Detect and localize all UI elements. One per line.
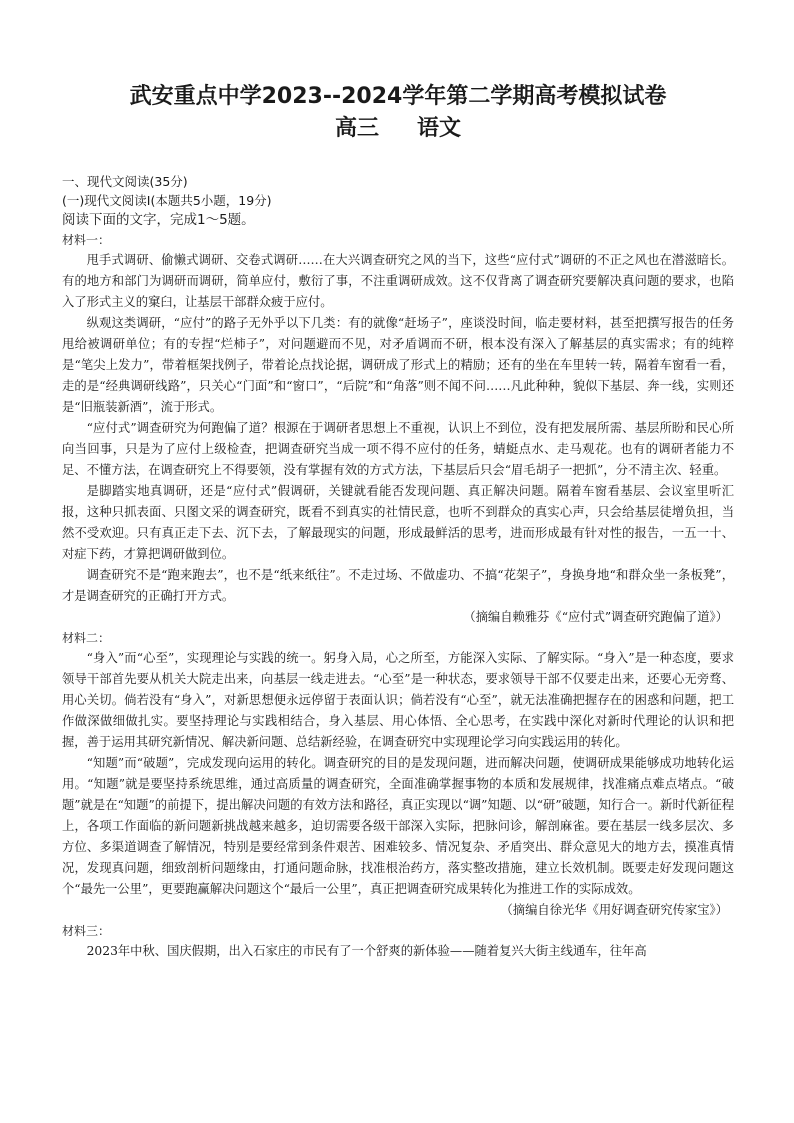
- material-2-source: （摘编自徐光华《用好调查研究传家宝》）: [500, 903, 728, 917]
- material-2-paragraph: “知题”而“破题”，完成发现向运用的转化。调查研究的目的是发现问题，进而解决问题，使调研成果能够成功地转化运用。“知题”就是要坚持系统思维，通过高质量的调查研究，全面准确掌握事物的本质和发展规律，找准痛点难点堵点。“破题”就是在“知题”的前提下，提出解决问题的有效方法和路径，真正实现以“调”知题、以“研”破题，知行合一。新时代新征程上，各项工作面临的新问题新挑战越来越多，迫切需要各级干部深入实际，把脉问诊，解剖麻雀。要在基层一线多层次、多方位、多渠道调查了解情况，特别是要经常到条件艰苦、困难较多、情况复杂、矛盾突出、群众意见大的地方去，摸准真情况，发现真问题，细致剖析问题缘由，打通问题命脉，找准根治药方，落实整改措施，建立长效机制。既要走好发现问题这个“最先一公里”，更要跑赢解决问题这个“最后一公里”，真正把调查研究成果转化为推进工作的实际成效。: [62, 756, 734, 896]
- material-1-paragraph: 甩手式调研、偷懒式调研、交卷式调研……在大兴调查研究之风的当下，这些“应付式”调研的不正之风也在潜滋暗长。有的地方和部门为调研而调研，简单应付，敷衍了事，不注重调研成效。这不仅背离了调查研究要解决真问题的要求，也陷入了形式主义的窠臼，让基层干部群众疲于应付。: [62, 253, 734, 309]
- material-1-paragraph: 是脚踏实地真调研，还是“应付式”假调研，关键就看能否发现问题、真正解决问题。隔着车窗看基层、会议室里听汇报，这种只抓表面、只图文采的调查研究，既看不到真实的社情民意，也听不到群众的真实心声，只会给基层徒增负担，当然不受欢迎。只有真正走下去、沉下去，了解最现实的问题，形成最鲜活的思考，进而形成最有针对性的报告，一五一十、对症下药，才算把调研做到位。: [62, 484, 734, 561]
- subject-label: 语文: [417, 116, 462, 141]
- grade-label: 高三: [334, 116, 379, 141]
- exam-subtitle: [62, 114, 734, 144]
- material-1-label: 材料一：: [62, 233, 111, 247]
- material-1-paragraph: “应付式”调查研究为何跑偏了道？根源在于调研者思想上不重视，认识上不到位，没有把发展所需、基层所盼和民心所向当回事，只是为了应付上级检查，把调查研究当成一项不得不应付的任务，蜻蜓点水、走马观花。也有的调研者能力不足、不懂方法，在调查研究上不得要领，没有掌握有效的方式方法，下基层后只会“眉毛胡子一把抓”，分不清主次、轻重。: [62, 421, 734, 477]
- section-heading: 一、现代文阅读(35分): [62, 174, 188, 189]
- material-1-paragraph: 调查研究不是“跑来跑去”，也不是“纸来纸往”。不走过场、不做虚功、不搞“花架子”，身换身地“和群众坐一条板凳”，才是调查研究的正确打开方式。: [62, 568, 734, 603]
- material-2-label: 材料二：: [62, 631, 111, 645]
- material-1-source: （摘编自赖雅芬《“应付式”调查研究跑偏了道》）: [463, 610, 728, 624]
- exam-title: 武安重点中学2023--2024学年第二学期高考模拟试卷: [129, 84, 667, 109]
- exam-page: [62, 82, 734, 962]
- material-2-paragraph: “身入”而“心至”，实现理论与实践的统一。躬身入局，心之所至，方能深入实际、了解实际。“身入”是一种态度，要求领导干部首先要从机关大院走出来，向基层一线走进去。“心至”是一种状态，要求领导干部不仅要走出来，还要心无旁骛、用心关切。倘若没有“身入”，对新思想便永远停留于表面认识；倘若没有“心至”，就无法准确把握存在的困惑和问题，把工作做深做细做扎实。要坚持理论与实践相结合，身入基层、用心体悟、全心思考，在实践中深化对新时代理论的认识和把握，善于运用其研究新情况、解决新问题、总结新经验，在调查研究中实现理论学习向实践运用的转化。: [62, 651, 734, 749]
- material-3-label: 材料三：: [62, 924, 111, 938]
- section-subheading: (一)现代文阅读Ⅰ(本题共5小题，19分): [62, 193, 272, 208]
- material-3-paragraph: 2023年中秋、国庆假期，出入石家庄的市民有了一个舒爽的新体验——随着复兴大街主线通车，往年高: [86, 944, 647, 958]
- material-1-paragraph: 纵观这类调研，“应付”的路子无外乎以下几类：有的就像“赶场子”，座谈没时间，临走要材料，甚至把撰写报告的任务甩给被调研单位；有的专捏“烂柿子”，对问题避而不见，对矛盾调而不研，根本没有深入了解基层的真实需求；有的纯粹是“笔尖上发力”，带着框架找例子，带着论点找论据，调研成了形式上的精励；还有的坐在车里转一转，隔着车窗看一看，走的是“经典调研线路”，只关心“门面”和“窗口”，“后院”和“角落”则不闻不问……凡此种种，貌似下基层、奔一线，实则还是“旧瓶装新酒”，流于形式。: [62, 316, 734, 414]
- reading-instruction: 阅读下面的文字，完成1～5题。: [62, 212, 255, 228]
